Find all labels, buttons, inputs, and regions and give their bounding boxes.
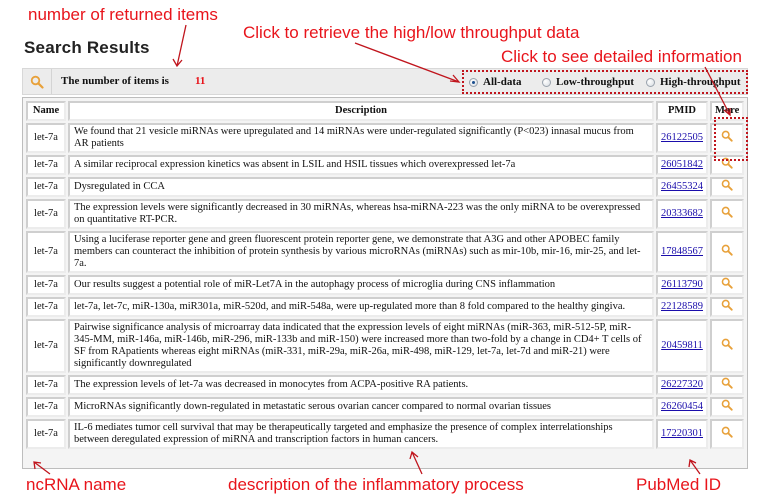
more-details-button[interactable] [710,177,744,197]
table-row [26,419,744,449]
pmid-link[interactable]: 22128589 [661,301,703,312]
ncrna-name-cell: let-7a [26,297,66,317]
radio-button[interactable] [542,78,551,87]
search-icon [721,179,733,191]
pmid-cell [656,375,708,395]
more-details-button[interactable] [710,199,744,229]
table-row [26,123,744,153]
pmid-link[interactable]: 17848567 [661,246,703,257]
pmid-link[interactable]: 26227320 [661,379,703,390]
pmid-cell [656,319,708,373]
page-title: Search Results [24,38,150,57]
annotation-detail: Click to see detailed information [501,47,742,66]
annotation-description: description of the inflammatory process [228,475,524,494]
ncrna-name-cell: let-7a [26,375,66,395]
ncrna-name-cell: let-7a [26,155,66,175]
more-details-button[interactable] [710,123,744,153]
description-cell: We found that 21 vesicle miRNAs were upregulated and 14 miRNAs were under-regulated significantly (P<023) innasal mucus from AR patients [68,123,654,153]
pmid-cell [656,199,708,229]
item-count-label: The number of items is [61,75,169,87]
table-row [26,177,744,197]
search-icon [721,299,733,311]
filter-all-data-radio[interactable] [469,76,522,89]
description-cell: Using a luciferase reporter gene and green fluorescent protein reporter gene, we demonstrate that A3G and other APOBEC family members can counteract the inhibition of protein synthesis by various microRNAs (miRNAs) such as mir-10b, mir-16, mir-25, and let-7a. [68,231,654,273]
annotation-number-of-items: number of returned items [28,5,218,24]
filter-high-throughput-radio[interactable] [646,76,741,89]
search-icon [721,244,733,256]
pmid-cell [656,231,708,273]
more-details-button[interactable] [710,397,744,417]
filter-low-throughput-label: Low-throughput [556,76,635,88]
table-row [26,397,744,417]
description-cell: let-7a, let-7c, miR-130a, miR301a, miR-520d, and miR-548a, were up-regulated more than 8 fold compared to the healthy gingiva. [68,297,654,317]
pmid-cell [656,419,708,449]
table-row [26,319,744,373]
column-header-description: Description [68,101,654,121]
column-header-name: Name [26,101,66,121]
description-cell: MicroRNAs significantly down-regulated in metastatic serous ovarian cancer compared to normal ovarian tissues [68,397,654,417]
table-row [26,155,744,175]
pmid-cell [656,275,708,295]
search-icon [721,130,733,142]
results-table-container [22,97,748,469]
search-icon [721,426,733,438]
ncrna-name-cell: let-7a [26,199,66,229]
pmid-cell [656,297,708,317]
pmid-link[interactable]: 26051842 [661,159,703,170]
annotation-throughput: Click to retrieve the high/low throughput data [243,23,580,42]
annotation-ncrna-name: ncRNA name [26,475,127,494]
pmid-link[interactable]: 26455324 [661,181,703,192]
search-icon [721,157,733,169]
pmid-link[interactable]: 17220301 [661,428,703,439]
search-icon [721,206,733,218]
more-details-button[interactable] [710,419,744,449]
toolbar-search-icon-cell [23,69,52,94]
pmid-link[interactable]: 26122505 [661,132,703,143]
table-row [26,231,744,273]
description-cell: IL-6 mediates tumor cell survival that may be therapeutically targeted and emphasize the presence of complex interrelationships between deregulated expression of miRNA and transcription factors in human cancers. [68,419,654,449]
ncrna-name-cell: let-7a [26,123,66,153]
filter-all-data-label: All-data [483,76,522,88]
table-row [26,199,744,229]
item-count-value: 11 [195,75,206,87]
filter-high-throughput-label: High-throughput [660,76,741,88]
pmid-link[interactable]: 20333682 [661,208,703,219]
more-details-button[interactable] [710,275,744,295]
throughput-filter-group [462,70,748,94]
annotation-pubmed-id: PubMed ID [636,475,722,494]
more-details-button[interactable] [710,297,744,317]
column-header-more: More [710,101,744,121]
description-cell: Our results suggest a potential role of miR-Let7A in the autophagy process of microglia during CNS inflammation [68,275,654,295]
pmid-cell [656,155,708,175]
table-row [26,297,744,317]
pmid-cell [656,123,708,153]
description-cell: The expression levels were significantly decreased in 30 miRNAs, whereas hsa-miRNA-223 was the only miRNA to be overexpressed on quantitative RT-PCR. [68,199,654,229]
search-icon [721,377,733,389]
arrow-to-count [173,25,186,66]
pmid-link[interactable]: 20459811 [661,340,703,351]
more-details-button[interactable] [710,375,744,395]
ncrna-name-cell: let-7a [26,231,66,273]
ncrna-name-cell: let-7a [26,177,66,197]
radio-button-selected[interactable] [469,78,478,87]
more-details-button[interactable] [710,319,744,373]
pmid-link[interactable]: 26113790 [661,279,703,290]
pmid-link[interactable]: 26260454 [661,401,703,412]
ncrna-name-cell: let-7a [26,319,66,373]
pmid-cell [656,177,708,197]
more-details-button[interactable] [710,231,744,273]
ncrna-name-cell: let-7a [26,397,66,417]
description-cell: Dysregulated in CCA [68,177,654,197]
table-row [26,375,744,395]
description-cell: A similar reciprocal expression kinetics was absent in LSIL and HSIL tissues which overexpressed let-7a [68,155,654,175]
pmid-cell [656,397,708,417]
search-icon [721,399,733,411]
ncrna-name-cell: let-7a [26,419,66,449]
table-header-row [26,101,744,121]
description-cell: Pairwise significance analysis of microarray data indicated that the expression levels of eight miRNAs (miR-363, miR-512-5P, miR-345-MM, miR-146a, miR-146b, miR-296, miR-133b and miR-150) were increased more than two-fold by a change in CD4+ T cells of SF from RApatients whereas eight miRNAs (miR-331, miR-29a, miR-26a, miR-498, miR-129, let-7a, let-7d and miR-21) were significantly downregulated [68,319,654,373]
results-table [24,99,746,451]
filter-low-throughput-radio[interactable] [542,76,634,89]
radio-button[interactable] [646,78,655,87]
more-details-button[interactable] [710,155,744,175]
table-row [26,275,744,295]
description-cell: The expression levels of let-7a was decreased in monocytes from ACPA-positive RA patients. [68,375,654,395]
column-header-pmid: PMID [656,101,708,121]
search-icon [721,338,733,350]
search-icon [721,277,733,289]
ncrna-name-cell: let-7a [26,275,66,295]
search-icon [30,75,44,89]
